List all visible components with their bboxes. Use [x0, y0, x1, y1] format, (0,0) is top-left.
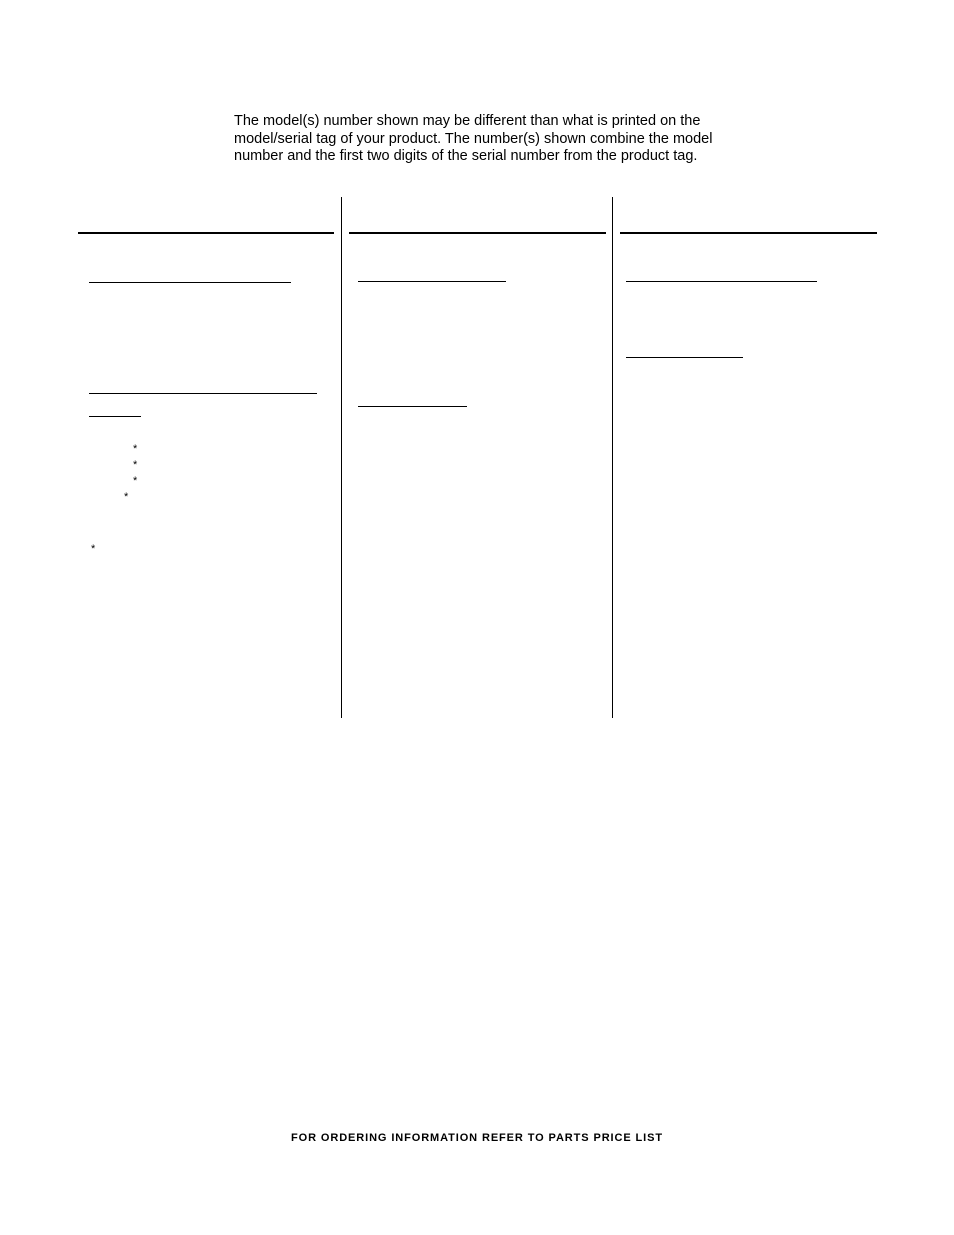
ordering-information-footer: FOR ORDERING INFORMATION REFER TO PARTS PRICE LIST — [291, 1132, 663, 1144]
notice-line-3: number and the first two digits of the serial number from the product tag. — [234, 148, 698, 164]
right-section-underline-1 — [626, 281, 817, 282]
asterisk-marker: * — [124, 491, 129, 503]
notice-line-2: model/serial tag of your product. The number(s) shown combine the model — [234, 130, 713, 147]
notice-line-1: The model(s) number shown may be different than what is printed on the — [234, 113, 701, 129]
column-header-rule-2 — [349, 232, 606, 234]
model-number-notice — [234, 113, 754, 166]
left-section-underline-1 — [89, 282, 291, 283]
asterisk-marker: * — [133, 459, 138, 471]
column-header-rule-1 — [78, 232, 334, 234]
column-divider-right — [612, 197, 613, 718]
column-divider-left — [341, 197, 342, 718]
asterisk-marker: * — [91, 543, 96, 555]
middle-section-underline-2 — [358, 406, 467, 407]
asterisk-marker: * — [133, 475, 138, 487]
left-section-underline-3 — [89, 416, 141, 417]
column-header-rule-3 — [620, 232, 877, 234]
right-section-underline-2 — [626, 357, 743, 358]
middle-section-underline-1 — [358, 281, 506, 282]
asterisk-marker: * — [133, 443, 138, 455]
left-section-underline-2 — [89, 393, 317, 394]
